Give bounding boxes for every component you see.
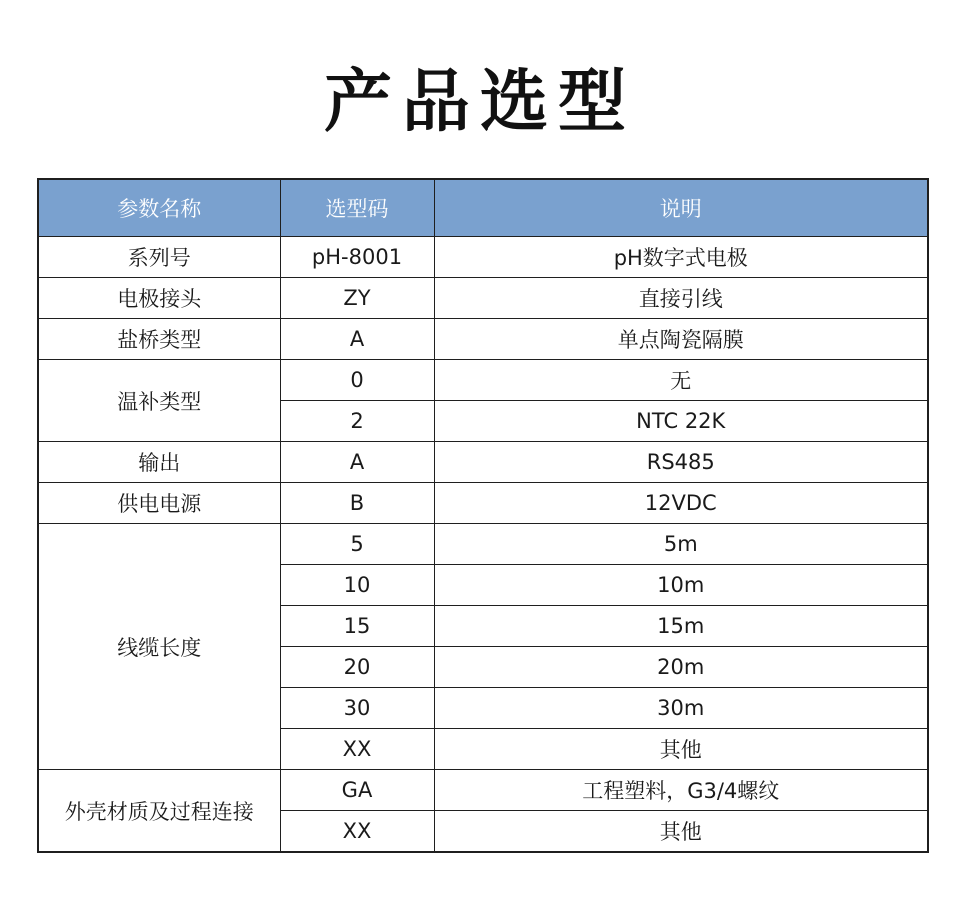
code-cell: ZY [280,278,434,319]
code-cell: XX [280,811,434,853]
description-cell: 15m [434,606,928,647]
param-name-cell: 系列号 [38,237,280,278]
table-row [38,278,928,319]
param-name-cell: 外壳材质及过程连接 [38,770,280,853]
description-cell: 直接引线 [434,278,928,319]
header-param-name: 参数名称 [38,179,280,237]
selection-table [37,178,929,853]
code-cell: 10 [280,565,434,606]
param-name-cell: 电极接头 [38,278,280,319]
description-cell: 10m [434,565,928,606]
description-cell: 其他 [434,729,928,770]
code-cell: 15 [280,606,434,647]
description-cell: 30m [434,688,928,729]
param-name-cell: 供电电源 [38,483,280,524]
header-selection-code: 选型码 [280,179,434,237]
table-row [38,360,928,401]
code-cell: B [280,483,434,524]
description-cell: pH数字式电极 [434,237,928,278]
description-cell: NTC 22K [434,401,928,442]
table-row [38,770,928,811]
code-cell: pH-8001 [280,237,434,278]
description-cell: 5m [434,524,928,565]
code-cell: 30 [280,688,434,729]
table-header-row [38,179,928,237]
description-cell: RS485 [434,442,928,483]
table-row [38,442,928,483]
table-row [38,524,928,565]
table-row [38,237,928,278]
description-cell: 单点陶瓷隔膜 [434,319,928,360]
param-name-cell: 盐桥类型 [38,319,280,360]
param-name-cell: 输出 [38,442,280,483]
table-row [38,483,928,524]
code-cell: XX [280,729,434,770]
description-cell: 工程塑料，G3/4螺纹 [434,770,928,811]
table-row [38,319,928,360]
description-cell: 20m [434,647,928,688]
description-cell: 其他 [434,811,928,853]
page-title: 产品选型 [323,63,636,142]
code-cell: A [280,442,434,483]
header-description: 说明 [434,179,928,237]
code-cell: 20 [280,647,434,688]
code-cell: 0 [280,360,434,401]
code-cell: 5 [280,524,434,565]
param-name-cell: 线缆长度 [38,524,280,770]
description-cell: 无 [434,360,928,401]
param-name-cell: 温补类型 [38,360,280,442]
description-cell: 12VDC [434,483,928,524]
code-cell: 2 [280,401,434,442]
code-cell: A [280,319,434,360]
code-cell: GA [280,770,434,811]
